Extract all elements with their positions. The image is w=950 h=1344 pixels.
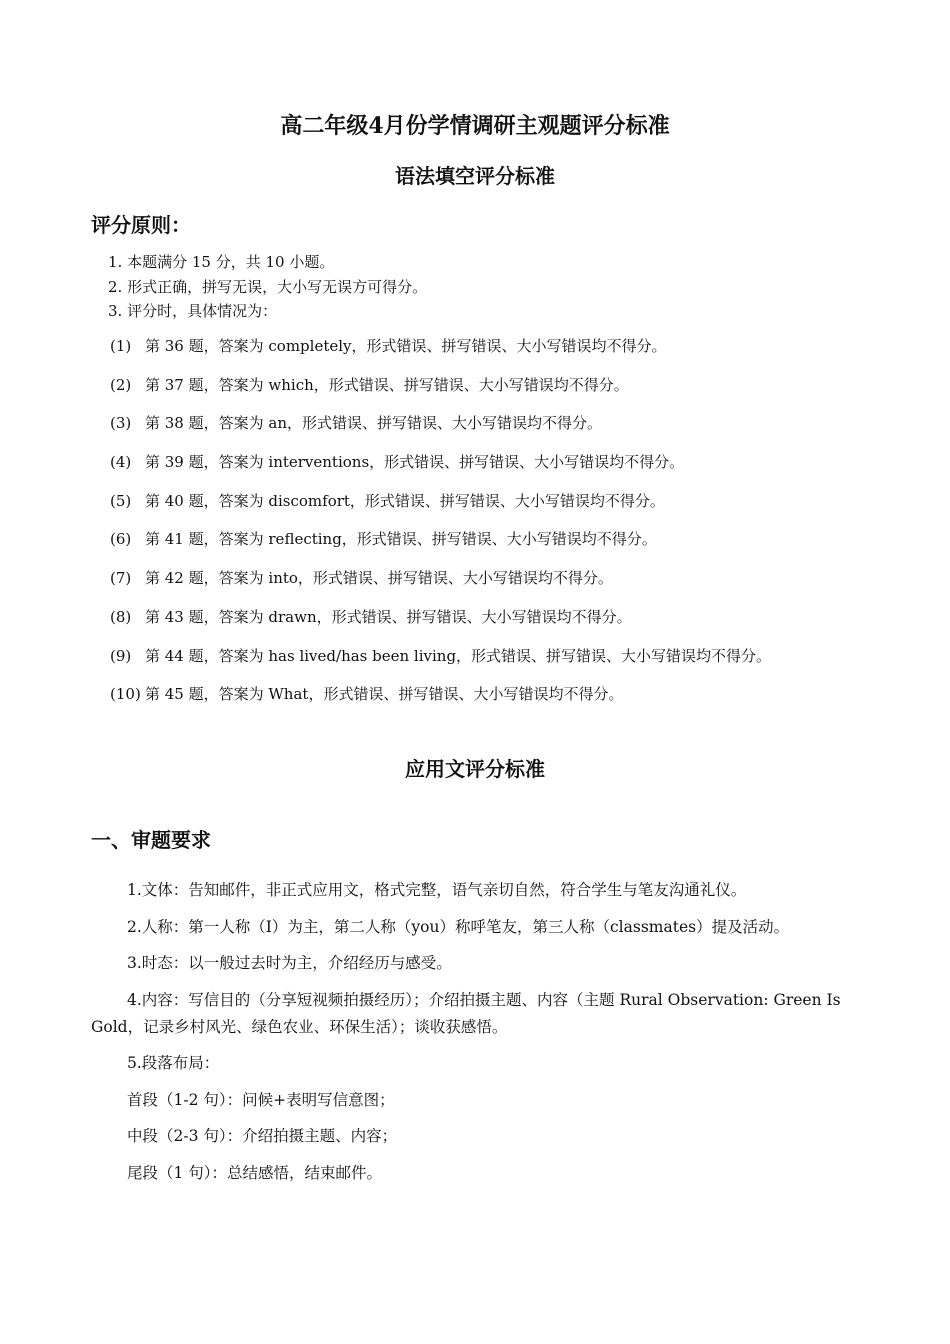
answer-item [110,410,771,449]
grammar-section-heading: 语法填空评分标准 [395,164,555,188]
answer-item [110,449,771,488]
answer-number: (1) [110,337,132,355]
document-title: 高二年级4月份学情调研主观题评分标准 [280,113,670,139]
requirement-item: 1.文体：告知邮件，非正式应用文，格式完整，语气亲切自然，符合学生与笔友沟通礼仪。 [127,881,747,899]
answer-item [110,565,771,604]
requirements-list [91,877,861,1196]
rules-list [108,250,427,324]
answer-text: 第 38 题，答案为 an，形式错误、拼写错误、大小写错误均不得分。 [145,414,602,433]
answer-item [110,643,771,682]
requirement-item: 中段（2-3 句）：介绍拍摄主题、内容； [127,1127,398,1145]
answer-list [110,333,771,720]
requirement-item: 2.人称：第一人称（I）为主，第二人称（you）称呼笔友，第三人称（classmates）提及活动。 [127,917,790,936]
answer-number: (8) [110,607,132,626]
answer-item [110,526,771,565]
answer-number: (10) [110,685,141,704]
answer-item [110,681,771,720]
principles-heading: 评分原则： [91,213,191,237]
answer-item [110,372,771,411]
answer-number: (3) [110,414,132,433]
review-requirements-heading: 一、审题要求 [91,828,211,852]
answer-text: 第 37 题，答案为 which，形式错误、拼写错误、大小写错误均不得分。 [145,375,629,394]
rule-item: 2. 形式正确，拼写无误，大小写无误方可得分。 [108,277,428,296]
writing-section-heading: 应用文评分标准 [405,757,545,781]
requirement-item: 5.段落布局： [127,1054,220,1072]
answer-item [110,604,771,643]
requirement-item: 3.时态：以一般过去时为主，介绍经历与感受。 [127,954,452,972]
answer-text: 第 40 题，答案为 discomfort，形式错误、拼写错误、大小写错误均不得分。 [145,491,665,510]
answer-number: (5) [110,491,132,510]
requirement-item: 尾段（1 句）：总结感悟，结束邮件。 [127,1163,383,1182]
answer-text: 第 39 题，答案为 interventions，形式错误、拼写错误、大小写错误均不得分。 [145,453,685,472]
rule-item: 3. 评分时，具体情况为： [108,302,278,320]
answer-number: (7) [110,569,132,588]
answer-number: (2) [110,375,132,394]
answer-text: 第 36 题，答案为 completely，形式错误、拼写错误、大小写错误均不得分。 [145,337,667,355]
requirement-item: 首段（1-2 句）：问候+表明写信意图； [127,1090,395,1109]
answer-number: (9) [110,646,132,665]
requirement-item: 4.内容：写信目的（分享短视频拍摄经历）；介绍拍摄主题、内容（主题 Rural Observation: Green Is Gold，记录乡村风光、绿色农业、环保生活）；谈收获感悟。 [91,990,841,1036]
answer-text: 第 44 题，答案为 has lived/has been living，形式错误、拼写错误、大小写错误均不得分。 [145,646,772,665]
answer-number: (4) [110,453,132,472]
answer-text: 第 43 题，答案为 drawn，形式错误、拼写错误、大小写错误均不得分。 [145,607,632,626]
rule-item: 1. 本题满分 15 分，共 10 小题。 [108,253,335,271]
answer-number: (6) [110,530,132,549]
answer-item [110,488,771,527]
answer-text: 第 42 题，答案为 into，形式错误、拼写错误、大小写错误均不得分。 [145,569,613,588]
answer-text: 第 41 题，答案为 reflecting，形式错误、拼写错误、大小写错误均不得分。 [145,530,657,549]
answer-item [110,333,771,372]
answer-text: 第 45 题，答案为 What，形式错误、拼写错误、大小写错误均不得分。 [145,685,624,704]
